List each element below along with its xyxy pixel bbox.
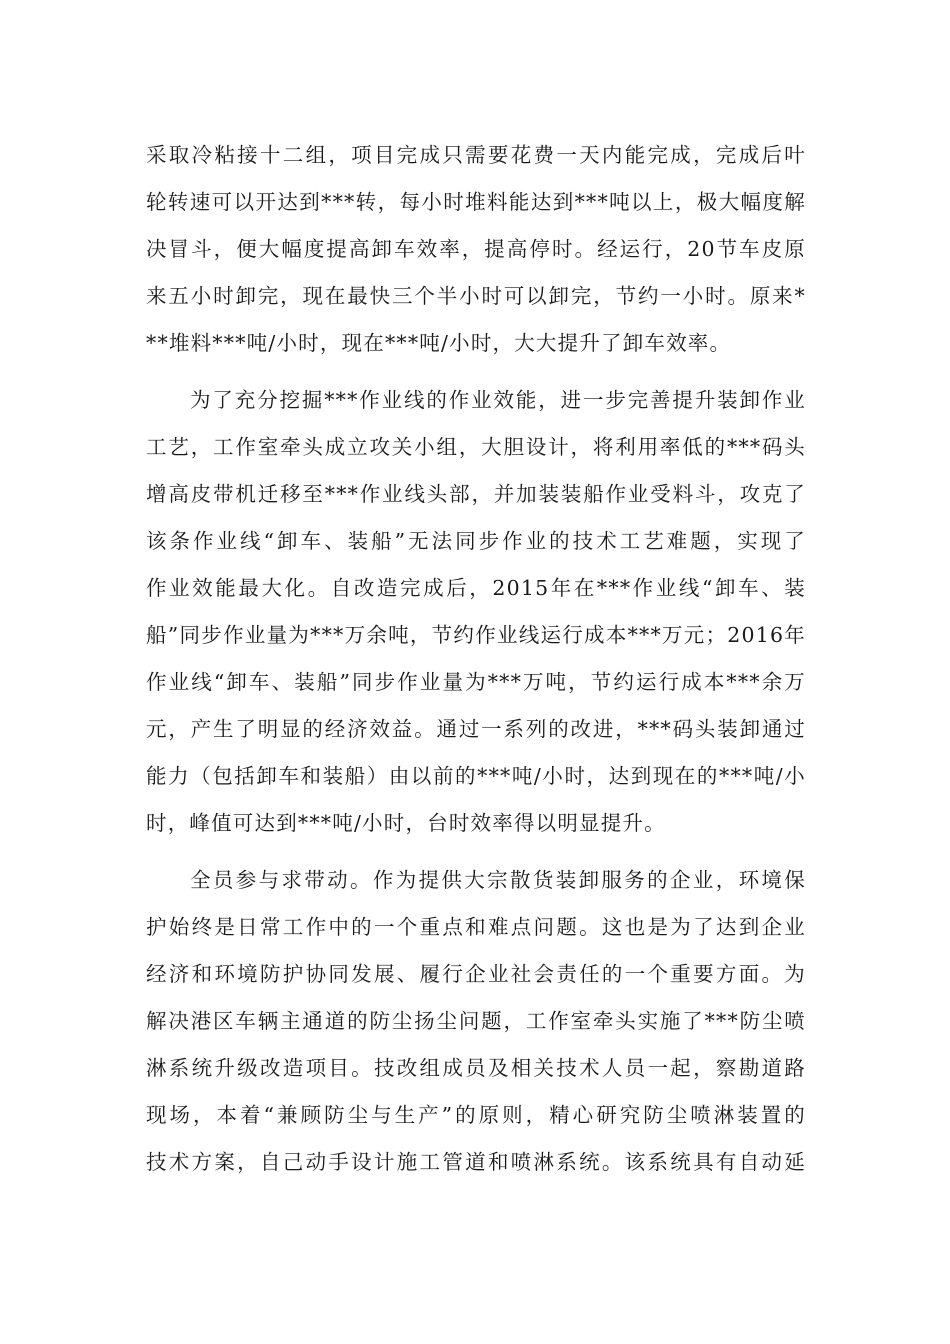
- text-line: 工艺，工作室牵头成立攻关小组，大胆设计，将利用率低的***码头: [146, 435, 806, 459]
- text-line: **堆料***吨/小时，现在***吨/小时，大大提升了卸车效率。: [146, 331, 732, 355]
- text-line: 经济和环境防护协同发展、履行企业社会责任的一个重要方面。为: [146, 962, 806, 986]
- text-line: 现场，本着“兼顾防尘与生产”的原则，精心研究防尘喷淋装置的: [146, 1103, 806, 1127]
- text-line: 护始终是日常工作中的一个重点和难点问题。这也是为了达到企业: [146, 915, 806, 939]
- text-line: 作业线“卸车、装船”同步作业量为***万吨，节约运行成本***余万: [146, 670, 806, 694]
- text-line: 作业效能最大化。自改造完成后，2015年在***作业线“卸车、装: [146, 576, 806, 600]
- text-line: 决冒斗，便大幅度提高卸车效率，提高停时。经运行，20节车皮原: [146, 237, 806, 261]
- text-line: 增高皮带机迁移至***作业线头部，并加装装船作业受料斗，攻克了: [146, 482, 806, 506]
- paragraph-first-line: 全员参与求带动。作为提供大宗散货装卸服务的企业，环境保: [190, 868, 806, 892]
- text-line: 来五小时卸完，现在最快三个半小时可以卸完，节约一小时。原来*: [146, 284, 806, 308]
- text-line: 时，峰值可达到***吨/小时，台时效率得以明显提升。: [146, 811, 666, 835]
- text-line: 采取冷粘接十二组，项目完成只需要花费一天内能完成，完成后叶: [146, 143, 806, 167]
- text-line: 轮转速可以开达到***转，每小时堆料能达到***吨以上，极大幅度解: [146, 190, 806, 214]
- text-line: 元，产生了明显的经济效益。通过一系列的改进，***码头装卸通过: [146, 717, 806, 741]
- paragraph-first-line: 为了充分挖掘***作业线的作业效能，进一步完善提升装卸作业: [190, 388, 806, 412]
- text-line: 技术方案，自己动手设计施工管道和喷淋系统。该系统具有自动延: [146, 1150, 806, 1174]
- text-line: 船”同步作业量为***万余吨，节约作业线运行成本***万元；2016年: [146, 623, 806, 647]
- text-line: 能力（包括卸车和装船）由以前的***吨/小时，达到现在的***吨/小: [146, 764, 806, 788]
- text-line: 淋系统升级改造项目。技改组成员及相关技术人员一起，察勘道路: [146, 1056, 806, 1080]
- text-line: 解决港区车辆主通道的防尘扬尘问题，工作室牵头实施了***防尘喷: [146, 1009, 806, 1033]
- text-line: 该条作业线“卸车、装船”无法同步作业的技术工艺难题，实现了: [146, 529, 806, 553]
